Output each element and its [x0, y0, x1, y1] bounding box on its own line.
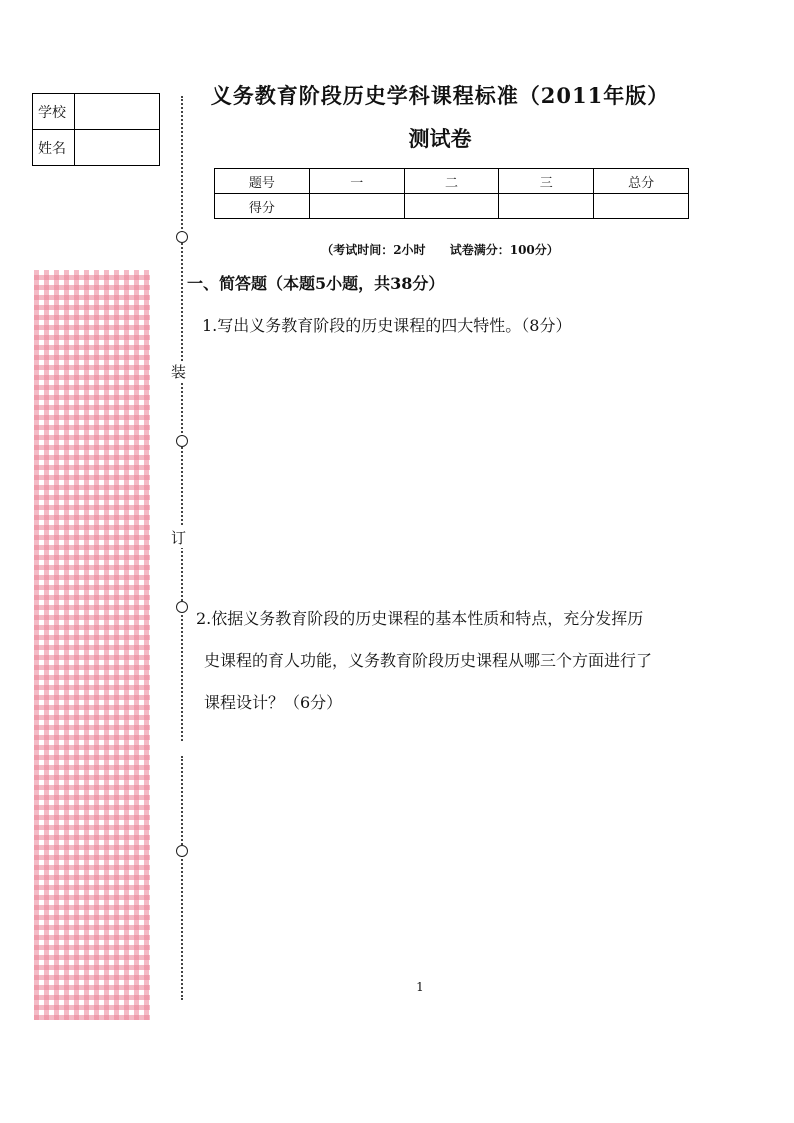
question-1: 1.写出义务教育阶段的历史课程的四大特性。（8分） [202, 316, 572, 335]
score-cell[interactable] [594, 194, 689, 219]
page-title: 义务教育阶段历史学科课程标准（2011年版） [210, 83, 670, 108]
exam-time: （考试时间：2小时 [321, 243, 426, 257]
name-field[interactable] [74, 130, 159, 166]
score-row-label: 得分 [215, 194, 310, 219]
exam-info [190, 241, 690, 258]
binding-hole [176, 231, 188, 243]
score-table-header-row [215, 169, 689, 194]
score-cell[interactable] [499, 194, 594, 219]
name-label: 姓名 [33, 130, 75, 166]
question-2-line: 2.依据义务教育阶段的历史课程的基本性质和特点，充分发挥历 [196, 609, 644, 628]
score-header-cell: 三 [499, 169, 594, 194]
score-header-cell: 总分 [594, 169, 689, 194]
binding-hole [176, 845, 188, 857]
binding-line-lower [181, 756, 183, 1000]
binding-char-ding: 订 [171, 529, 187, 547]
exam-full-score: 试卷满分：100分） [449, 243, 559, 257]
question-2-line: 史课程的育人功能，义务教育阶段历史课程从哪三个方面进行了 [204, 651, 653, 670]
section-heading: 一、简答题（本题5小题，共38分） [187, 274, 445, 293]
score-header-cell: 题号 [215, 169, 310, 194]
page-subtitle: 测试卷 [408, 126, 472, 151]
student-info-table [32, 93, 160, 166]
score-header-cell: 二 [404, 169, 499, 194]
question-2-line: 课程设计？（6分） [204, 693, 343, 712]
question-2 [196, 598, 726, 724]
binding-stripe [34, 270, 150, 1020]
school-label: 学校 [33, 94, 75, 130]
score-table [214, 168, 689, 219]
score-cell[interactable] [404, 194, 499, 219]
score-table-score-row [215, 194, 689, 219]
binding-hole [176, 601, 188, 613]
page-number: 1 [416, 980, 424, 994]
score-cell[interactable] [309, 194, 404, 219]
binding-char-zhuang: 装 [171, 363, 187, 381]
score-header-cell: 一 [309, 169, 404, 194]
binding-line-upper [181, 96, 183, 741]
binding-hole [176, 435, 188, 447]
school-field[interactable] [74, 94, 159, 130]
